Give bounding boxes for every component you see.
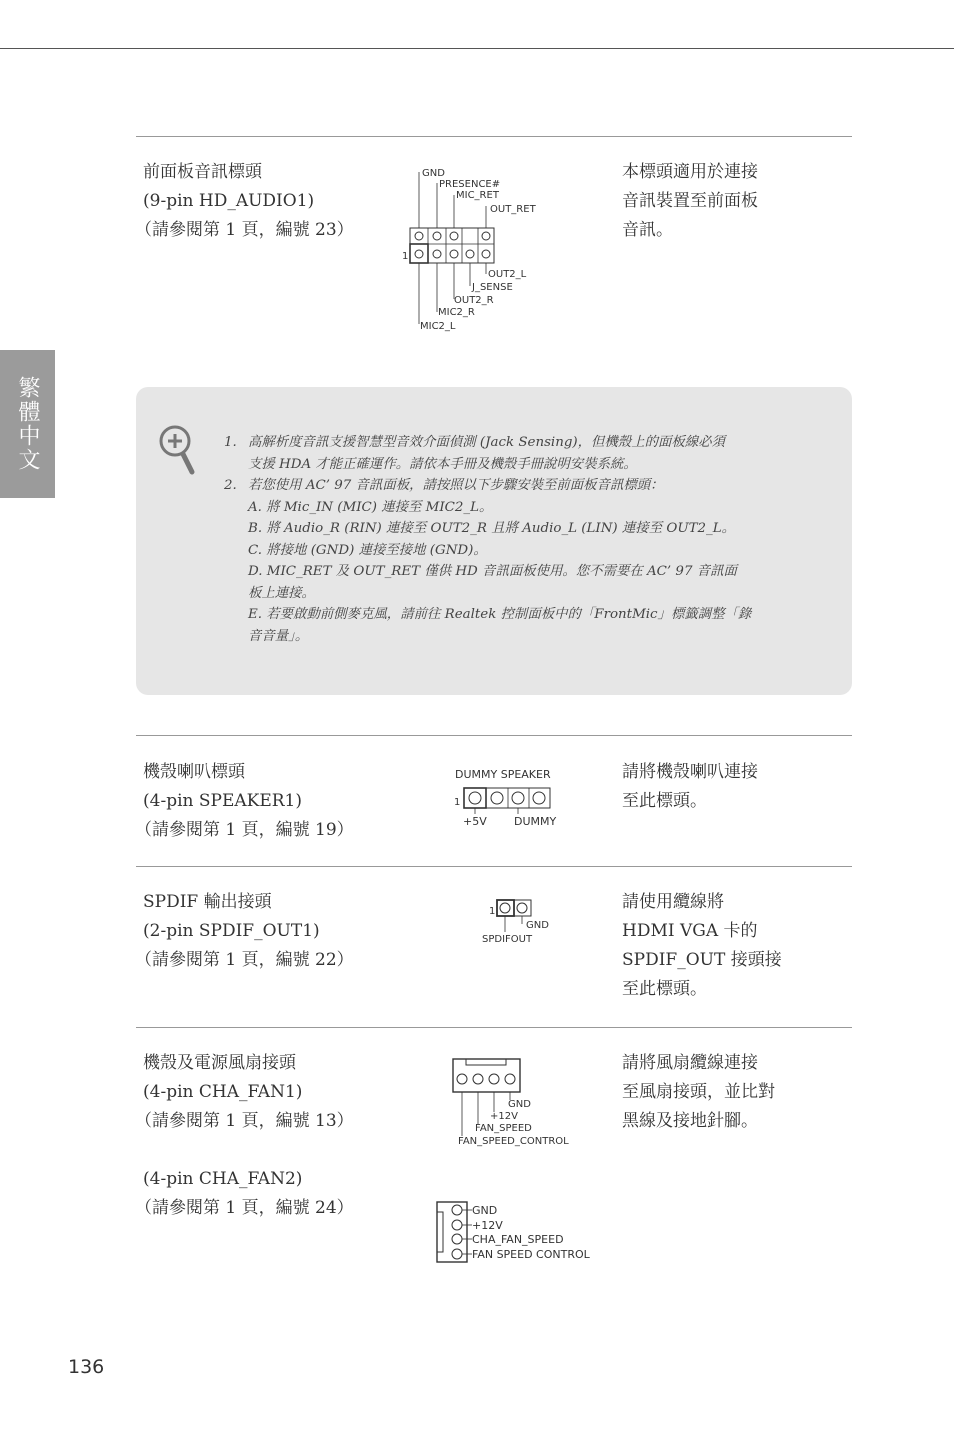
label-plus5v: +5V xyxy=(463,815,487,828)
section-divider xyxy=(136,735,852,736)
note-step: A. 將 Mic_IN (MIC) 連接至 MIC2_L。 xyxy=(248,499,493,515)
fan2-info xyxy=(135,1165,354,1223)
label-fan-speed: FAN_SPEED xyxy=(475,1123,532,1134)
desc-line: 至風扇接頭，並比對 xyxy=(622,1082,775,1102)
spdif-info xyxy=(135,888,354,975)
label-gnd: GND xyxy=(526,920,549,931)
label-out2-l: OUT2_L xyxy=(488,269,527,280)
label-mic-ret: MIC_RET xyxy=(456,190,499,201)
section-divider xyxy=(136,866,852,867)
desc-line: SPDIF_OUT 接頭接 xyxy=(622,950,782,970)
label-12v: +12V xyxy=(490,1111,518,1122)
label-pin1: 1 xyxy=(402,251,409,262)
spdif-description xyxy=(622,888,782,1004)
label-pin1: 1 xyxy=(489,906,496,917)
label-mic2-l: MIC2_L xyxy=(420,321,456,332)
desc-line: HDMI VGA 卡的 xyxy=(622,921,758,941)
speaker-description xyxy=(622,758,758,816)
spdif-ref: （請參閱第 1 頁，編號 22） xyxy=(135,950,354,970)
language-tab xyxy=(0,350,55,498)
desc-line: 本標頭適用於連接 xyxy=(622,162,758,182)
label-dummy-speaker: DUMMY SPEAKER xyxy=(455,768,551,781)
note-step: E. 若要啟動前側麥克風，請前往 Realtek 控制面板中的「FrontMic」標籤調整「錄 音音量」。 xyxy=(248,607,752,644)
hd-audio-title: 前面板音訊標頭 xyxy=(143,162,262,182)
fan1-pin: (4-pin CHA_FAN1) xyxy=(143,1082,303,1102)
fan2-pin: (4-pin CHA_FAN2) xyxy=(143,1169,303,1189)
label-gnd: GND xyxy=(422,168,445,179)
label-j-sense: J_SENSE xyxy=(472,282,513,293)
note-step: C. 將接地 (GND) 連接至接地 (GND)。 xyxy=(248,542,487,558)
spdif-pin: (2-pin SPDIF_OUT1) xyxy=(143,921,320,941)
page-number: 136 xyxy=(68,1356,105,1378)
section-divider xyxy=(136,136,852,137)
hd-audio-ref: （請參閱第 1 頁，編號 23） xyxy=(135,220,354,240)
hd-audio-pin: (9-pin HD_AUDIO1) xyxy=(143,191,315,211)
desc-line: 請將機殼喇叭連接 xyxy=(622,762,758,782)
section-divider xyxy=(136,1027,852,1028)
desc-line: 至此標頭。 xyxy=(622,979,707,999)
speaker-pin: (4-pin SPEAKER1) xyxy=(143,791,302,811)
cha-fan1-diagram xyxy=(450,1056,580,1154)
desc-line: 請將風扇纜線連接 xyxy=(622,1053,758,1073)
label-fan-speed-control: FAN_SPEED_CONTROL xyxy=(458,1136,569,1147)
label-pin1: 1 xyxy=(454,797,461,808)
speaker-title: 機殼喇叭標頭 xyxy=(143,762,245,782)
label-gnd: GND xyxy=(472,1204,498,1217)
speaker-ref: （請參閱第 1 頁，編號 19） xyxy=(135,820,354,840)
note-item: 2. 若您使用 AC’ 97 音訊面板，請按照以下步驟安裝至前面板音訊標頭： xyxy=(224,478,664,493)
label-dummy: DUMMY xyxy=(514,815,557,828)
note-list xyxy=(224,432,794,647)
spdif-title: SPDIF 輸出接頭 xyxy=(143,892,272,912)
desc-line: 音訊裝置至前面板 xyxy=(622,191,758,211)
spdif-diagram xyxy=(480,894,550,954)
desc-line: 請使用纜線將 xyxy=(622,892,724,912)
label-12v: +12V xyxy=(472,1219,503,1232)
fan-description xyxy=(622,1049,775,1136)
note-item: 1. 高解析度音訊支援智慧型音效介面偵測 (Jack Sensing)，但機殼上的面板線必須 支援 HDA 才能正確運作。請依本手冊及機殼手冊說明安裝系統。 xyxy=(224,435,725,472)
hd-audio-diagram xyxy=(398,162,548,341)
speaker-info xyxy=(135,758,354,845)
label-cha-fan-speed: CHA_FAN_SPEED xyxy=(472,1233,564,1246)
label-out-ret: OUT_RET xyxy=(490,204,536,215)
label-gnd: GND xyxy=(508,1099,531,1110)
note-step: B. 將 Audio_R (RIN) 連接至 OUT2_R 且將 Audio_L (LIN) 連接至 OUT2_L。 xyxy=(248,521,736,536)
fan-info xyxy=(135,1049,354,1136)
desc-line: 音訊。 xyxy=(622,220,673,240)
fan2-ref: （請參閱第 1 頁，編號 24） xyxy=(135,1198,354,1218)
desc-line: 黑線及接地針腳。 xyxy=(622,1111,758,1131)
cha-fan2-diagram xyxy=(434,1198,604,1270)
magnifier-icon xyxy=(158,424,198,482)
fan-title: 機殼及電源風扇接頭 xyxy=(143,1053,296,1073)
label-mic2-r: MIC2_R xyxy=(438,307,475,318)
label-presence: PRESENCE# xyxy=(439,179,501,190)
label-spdifout: SPDIFOUT xyxy=(482,934,533,945)
desc-line: 至此標頭。 xyxy=(622,791,707,811)
note-step: D. MIC_RET 及 OUT_RET 僅供 HD 音訊面板使用。您不需要在 AC’ 97 音訊面 板上連接。 xyxy=(248,564,737,601)
language-tab-label: 繁體中文 xyxy=(15,376,40,472)
hd-audio-description xyxy=(622,158,758,245)
fan1-ref: （請參閱第 1 頁，編號 13） xyxy=(135,1111,354,1131)
hd-audio-info xyxy=(135,158,354,245)
label-out2-r: OUT2_R xyxy=(454,295,494,306)
speaker-diagram xyxy=(450,764,580,834)
top-rule xyxy=(0,48,954,49)
label-fan-speed-control: FAN SPEED CONTROL xyxy=(472,1248,590,1261)
